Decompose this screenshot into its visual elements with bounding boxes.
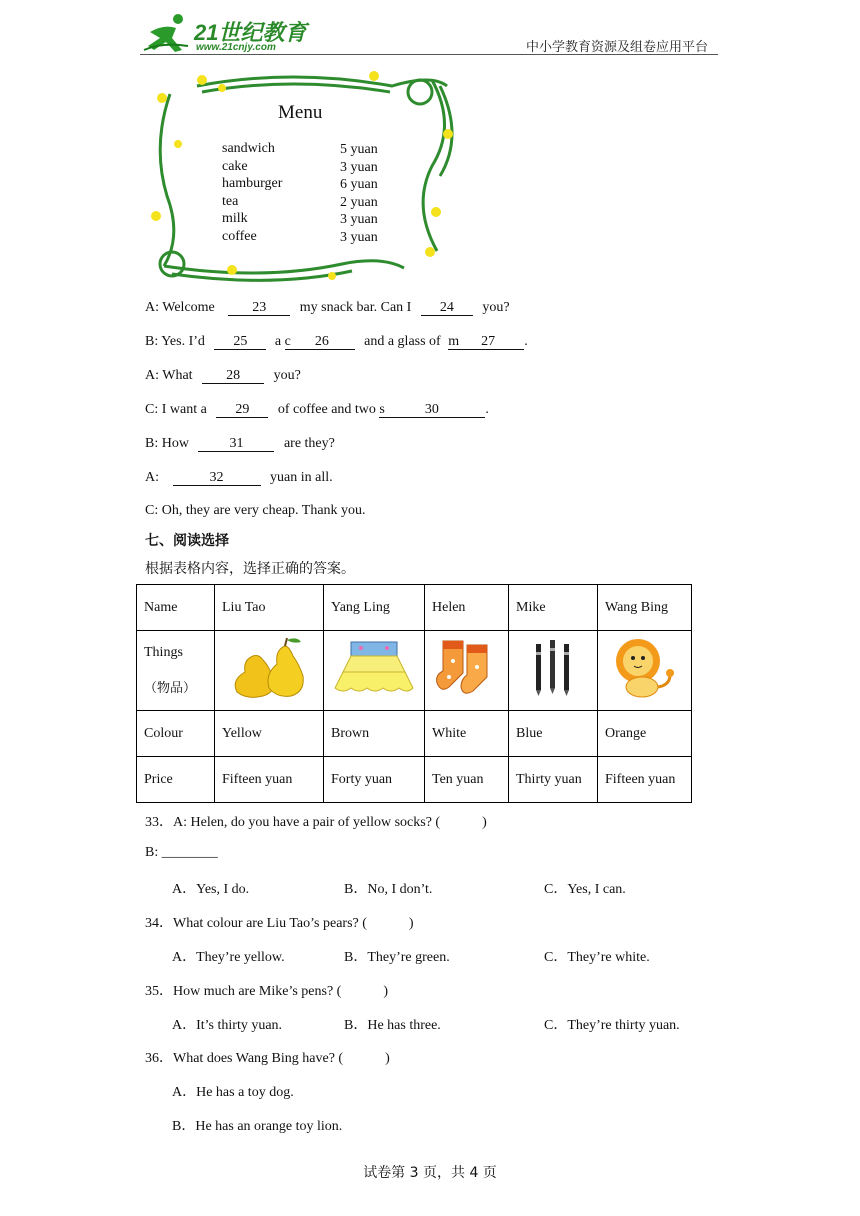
- menu-prices: [340, 141, 378, 246]
- option-b[interactable]: B．They’re green.: [344, 950, 450, 965]
- table-cell: [598, 631, 692, 711]
- table-cell: Liu Tao: [215, 585, 324, 631]
- table-row: [137, 711, 692, 757]
- table-row: [137, 585, 692, 631]
- question-35: 35．How much are Mike’s pens? ( ): [145, 984, 389, 999]
- info-table: [136, 584, 692, 803]
- dialog-text: B: How: [145, 436, 189, 451]
- menu-item-price: 6 yuan: [340, 177, 378, 192]
- table-cell: Fifteen yuan: [215, 757, 324, 803]
- menu-item-name: sandwich: [222, 141, 275, 156]
- blank-24[interactable]: 24: [421, 301, 473, 316]
- dialog-text: B: Yes. I’d: [145, 334, 205, 349]
- dialog-text: yuan in all.: [270, 470, 333, 485]
- option-b[interactable]: B．He has an orange toy lion.: [172, 1119, 343, 1134]
- table-cell: Thirty yuan: [509, 757, 598, 803]
- blank-23[interactable]: 23: [228, 301, 290, 316]
- table-cell: Wang Bing: [598, 585, 692, 631]
- table-cell: [509, 631, 598, 711]
- section-title: 七、阅读选择: [145, 533, 229, 549]
- dialog-text: C: I want a: [145, 402, 207, 417]
- blank-number: 26: [314, 334, 329, 349]
- blank-28[interactable]: 28: [202, 369, 264, 384]
- table-row: [137, 757, 692, 803]
- table-cell: White: [425, 711, 509, 757]
- dialog-line: [145, 368, 301, 384]
- question-36: 36．What does Wang Bing have? ( ): [145, 1051, 390, 1066]
- dialog-text: of coffee and two: [277, 402, 376, 417]
- toy-lion-icon: [612, 637, 678, 699]
- blank-32[interactable]: 32: [173, 471, 261, 486]
- dialog-text: A: Welcome: [145, 300, 215, 315]
- option-b[interactable]: B．No, I don’t.: [344, 882, 433, 897]
- dialog-line: [145, 402, 489, 418]
- dialog-text: are they?: [283, 436, 335, 451]
- question-33: 33．A: Helen, do you have a pair of yellow socks? ( ): [145, 815, 487, 830]
- menu-title: Menu: [278, 102, 323, 123]
- option-c[interactable]: C．Yes, I can.: [544, 882, 626, 897]
- menu-item-price: 2 yuan: [340, 194, 378, 210]
- blank-25[interactable]: 25: [214, 335, 266, 350]
- table-cell: Colour: [137, 711, 215, 757]
- blank-31[interactable]: 31: [198, 437, 274, 452]
- option-a[interactable]: A．He has a toy dog.: [172, 1085, 294, 1100]
- blank-prefix: s: [379, 402, 385, 417]
- blank-number: 27: [481, 334, 496, 349]
- platform-title: 中小学教育资源及组卷应用平台: [526, 40, 709, 55]
- page-footer: 试卷第 3 页，共 4 页: [363, 1165, 497, 1181]
- menu-item-name: tea: [222, 193, 239, 209]
- menu-box: [142, 66, 460, 284]
- table-cell: Mike: [509, 585, 598, 631]
- table-cell: [215, 631, 324, 711]
- table-cell: Orange: [598, 711, 692, 757]
- dialog-line: C: Oh, they are very cheap. Thank you.: [145, 503, 366, 518]
- menu-item-name: milk: [222, 211, 248, 226]
- dialog-line: [145, 300, 510, 316]
- table-cell: Forty yuan: [324, 757, 425, 803]
- vine-border-icon: [142, 66, 460, 284]
- dialog-text: and a glass of: [364, 334, 441, 349]
- dialog-text: you?: [482, 300, 510, 315]
- socks-icon: [433, 637, 501, 699]
- skirt-icon: [331, 638, 417, 698]
- dialog-text: you?: [273, 368, 301, 383]
- table-cell: Price: [137, 757, 215, 803]
- blank-number: 30: [424, 402, 439, 417]
- option-a[interactable]: A．It’s thirty yuan.: [172, 1018, 283, 1033]
- option-b[interactable]: B．He has three.: [344, 1018, 441, 1033]
- menu-item-name: coffee: [222, 228, 257, 244]
- option-a[interactable]: A．They’re yellow.: [172, 950, 285, 965]
- menu-item-price: 5 yuan: [340, 142, 378, 157]
- dialog-text: my snack bar. Can I: [299, 300, 412, 315]
- table-cell: [425, 631, 509, 711]
- table-cell: Brown: [324, 711, 425, 757]
- runner-logo-icon: [142, 12, 192, 54]
- option-c[interactable]: C．They’re white.: [544, 950, 650, 965]
- dialog-text: A:: [145, 470, 159, 485]
- blank-29[interactable]: 29: [216, 403, 268, 418]
- menu-item-price: 3 yuan: [340, 159, 378, 175]
- menu-item-name: hamburger: [222, 176, 283, 191]
- blank-30[interactable]: [379, 403, 485, 418]
- things-label: Things: [144, 645, 183, 660]
- things-label-cn: （物品）: [144, 681, 197, 696]
- table-cell: [137, 631, 215, 711]
- table-cell: Yang Ling: [324, 585, 425, 631]
- dialog-line: [145, 334, 528, 350]
- table-cell: Helen: [425, 585, 509, 631]
- blank-prefix: m: [448, 334, 460, 349]
- header-divider: [140, 54, 718, 55]
- blank-27[interactable]: [448, 335, 524, 350]
- dialog-text: .: [485, 402, 489, 417]
- table-cell: [324, 631, 425, 711]
- dialog-line: [145, 470, 333, 486]
- pens-icon: [530, 638, 576, 698]
- logo-sub-text: www.21cnjy.com: [196, 42, 276, 53]
- blank-26[interactable]: [285, 335, 355, 350]
- dialog-text: A: What: [145, 368, 193, 383]
- answer-blank-33[interactable]: B: ________: [145, 845, 218, 860]
- menu-item-name: cake: [222, 158, 248, 174]
- blank-prefix: c: [284, 334, 291, 349]
- menu-items: [222, 140, 282, 245]
- dialog-text: .: [524, 334, 528, 349]
- menu-item-price: 3 yuan: [340, 229, 378, 245]
- table-cell: Ten yuan: [425, 757, 509, 803]
- dialog-line: [145, 436, 335, 452]
- section-instruction: 根据表格内容，选择正确的答案。: [145, 561, 355, 577]
- option-a[interactable]: A．Yes, I do.: [172, 882, 250, 897]
- pears-icon: [223, 636, 315, 700]
- question-34: 34．What colour are Liu Tao’s pears? ( ): [145, 916, 414, 931]
- table-cell: Yellow: [215, 711, 324, 757]
- table-cell: Name: [137, 585, 215, 631]
- table-cell: Fifteen yuan: [598, 757, 692, 803]
- logo: [142, 12, 312, 54]
- menu-item-price: 3 yuan: [340, 212, 378, 227]
- logo-main-text: 21世纪教育: [194, 20, 307, 45]
- table-cell: Blue: [509, 711, 598, 757]
- table-row: [137, 631, 692, 711]
- dialog-text: a: [274, 334, 282, 349]
- option-c[interactable]: C．They’re thirty yuan.: [544, 1018, 680, 1033]
